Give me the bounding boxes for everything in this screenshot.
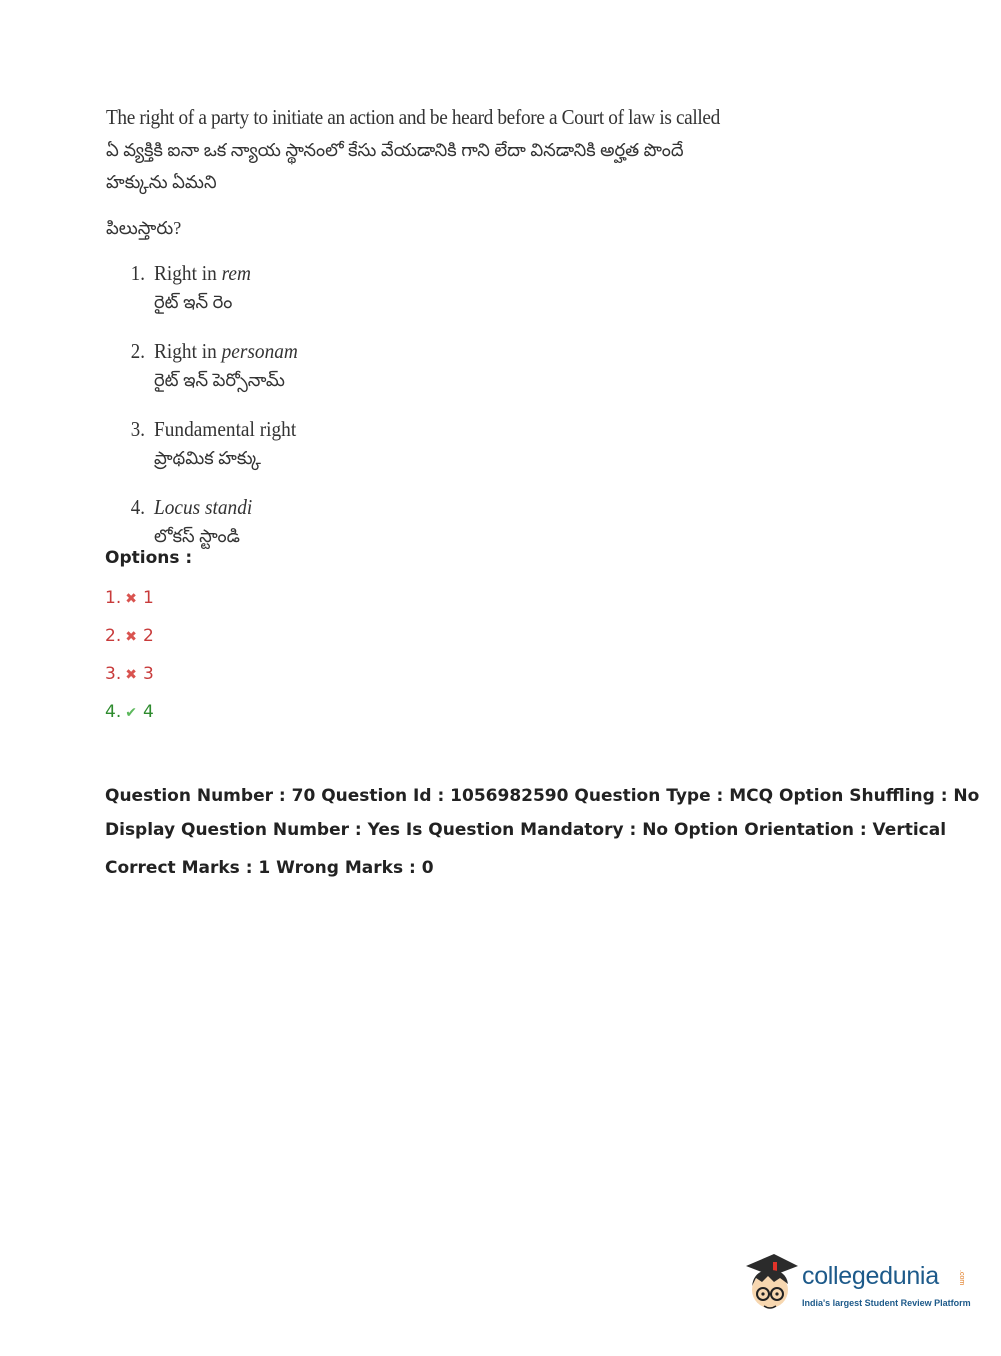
option-number: 4. [105,702,122,722]
question-text-telugu-continued: పిలుస్తారు? [106,218,182,238]
choice-item [106,492,746,550]
choice-text-english: Locus standi [154,495,253,519]
question-text-telugu: ఏ వ్యక్తికి ఐనా ఒక న్యాయ స్థానంలో కేసు వేయడానికి గాని లేదా వినడానికి అర్హత పొందే హక్కును ఏమని [106,140,684,192]
question-meta-line: Question Number : 70 Question Id : 1056982590 Question Type : MCQ Option Shuffling : No [105,786,980,806]
option-value: 1 [142,588,154,608]
option-row [105,664,154,684]
mascot-logo-icon [740,1248,802,1318]
choice-item [106,258,746,316]
choice-list [106,258,746,550]
brand-domain-suffix: .com [958,1270,965,1286]
option-value: 2 [142,626,154,646]
option-number: 1. [105,588,122,608]
choice-text-english: Right in rem [154,261,251,285]
option-number: 2. [105,626,122,646]
brand-name: collegedunia [802,1262,939,1290]
cross-icon: ✖ [125,629,137,645]
choice-number: 2. [130,339,145,363]
option-value: 3 [142,664,154,684]
option-row [105,588,154,608]
option-value: 4 [142,702,154,722]
question-text-english: The right of a party to initiate an action and be heard before a Court of law is called [106,105,720,129]
choice-number: 1. [130,261,145,285]
check-icon: ✔ [125,705,137,721]
choice-number: 3. [130,417,145,441]
brand-logo-block [740,1248,970,1318]
question-meta-line: Display Question Number : Yes Is Question Mandatory : No Option Orientation : Vertical [105,820,947,840]
brand-tagline: India's largest Student Review Platform [802,1298,971,1308]
choice-text-english: Fundamental right [154,417,297,441]
option-number: 3. [105,664,122,684]
option-row [105,702,154,722]
question-meta-line: Correct Marks : 1 Wrong Marks : 0 [105,858,434,878]
question-block [106,102,746,570]
cross-icon: ✖ [125,591,137,607]
options-heading: Options : [105,548,193,568]
choice-text-telugu: లోకస్ స్టాండి [154,526,240,546]
choice-item [106,336,746,394]
choice-text-telugu: రైట్ ఇన్ పెర్సోనామ్ [154,370,285,390]
choice-text-telugu: ప్రాథమిక హక్కు [154,448,261,468]
choice-item [106,414,746,472]
cross-icon: ✖ [125,667,137,683]
option-row [105,626,154,646]
choice-number: 4. [130,495,145,519]
choice-text-telugu: రైట్ ఇన్ రెం [154,292,233,312]
choice-text-english: Right in personam [154,339,298,363]
